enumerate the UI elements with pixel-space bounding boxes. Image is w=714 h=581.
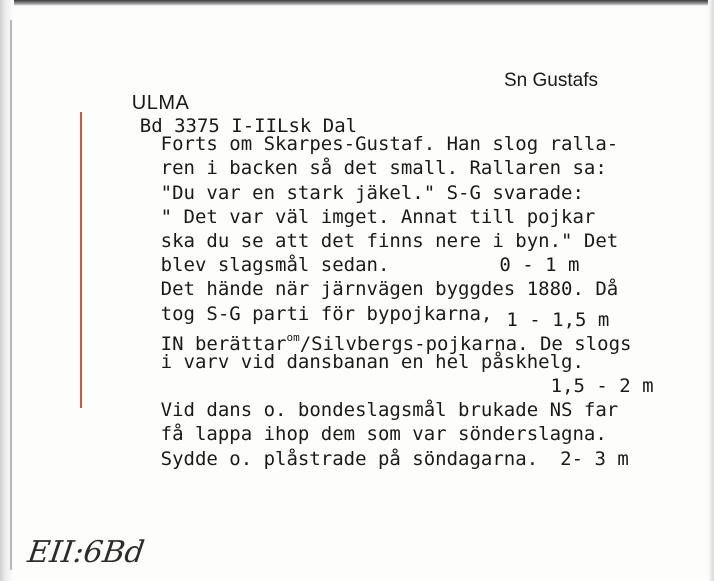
- distance-amount: 1,5 - 2 m: [550, 375, 654, 398]
- line-text: få lappa ihop dem som var sönderslagna.: [160, 423, 607, 446]
- card-right-edge: [708, 0, 714, 581]
- line-text: " Det var väl imget. Annat till pojkar: [160, 205, 596, 228]
- archive-name: ULMA: [131, 92, 190, 114]
- line-text: tog S-G parti för bypojkarna,: [160, 302, 493, 325]
- line-text: Sydde o. plåstrade på söndagarna.: [160, 447, 539, 470]
- line-text: IN berättar: [160, 332, 287, 355]
- line-text: Det hände när järnvägen byggdes 1880. Då: [160, 278, 619, 301]
- line-text: ska du se att det finns nere i byn." Det: [160, 229, 619, 252]
- handwritten-signature: EII:6Bd: [25, 535, 147, 570]
- line-text: Vid dans o. bondeslagsmål brukade NS far: [160, 399, 619, 422]
- superscript-om: om: [286, 330, 300, 344]
- line-text: ren i backen så det small. Rallaren sa:: [160, 157, 607, 180]
- line-text: i varv vid dansbanan en hel påskhelg.: [160, 350, 584, 373]
- card-edge-line: [10, 20, 12, 570]
- distance-amount: 2- 3 m: [560, 447, 629, 470]
- parish-name: Sn Gustafs: [504, 70, 598, 91]
- red-margin-line: [80, 112, 82, 408]
- distance-amount: 1 - 1,5 m: [506, 308, 610, 331]
- line-text: Forts om Skarpes-Gustaf. Han slog ralla-: [160, 133, 619, 156]
- card-body: [92, 108, 692, 470]
- record-code: Bd 3375 I-IILsk Dal: [139, 115, 358, 137]
- card-top-edge: [0, 0, 714, 6]
- line-text-rest: /Silvbergs-pojkarna. De slogs: [299, 332, 632, 355]
- line-text: "Du var en stark jäkel." S-G svarade:: [160, 181, 584, 204]
- line-text: blev slagsmål sedan.: [160, 254, 390, 277]
- distance-amount: 0 - 1 m: [499, 254, 580, 277]
- text-line: [92, 108, 692, 156]
